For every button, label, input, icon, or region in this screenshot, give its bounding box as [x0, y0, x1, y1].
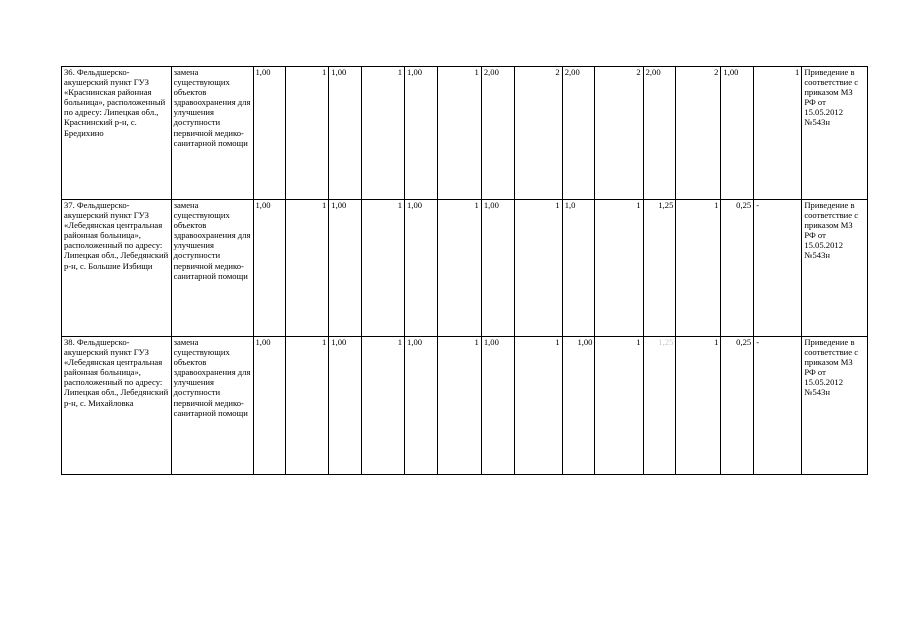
- facility-description: 37. Фельдшерско-акушерский пункт ГУЗ «Лебедянская центральная районная больница», расположенный по адресу: Липецкая обл., Лебедянский р-н, с. Большие Избищи: [62, 200, 172, 337]
- count-cell: 2: [595, 67, 643, 200]
- value-cell: 1,00: [562, 337, 595, 475]
- value-cell: 1,0: [562, 200, 595, 337]
- count-cell: -: [754, 337, 802, 475]
- value-cell: 2,00: [481, 67, 514, 200]
- value-cell: 1,00: [405, 337, 438, 475]
- count-cell: 1: [676, 337, 721, 475]
- value-cell: 1,00: [721, 67, 754, 200]
- count-cell: 1: [514, 200, 562, 337]
- faded-value: 1,25: [658, 337, 674, 347]
- count-cell: 1: [286, 67, 329, 200]
- reason-cell: замена существующих объектов здравоохранения для улучшения доступности первичной медико-санитарной помощи: [171, 337, 253, 475]
- count-cell: 1: [514, 337, 562, 475]
- value-cell: 1,25: [643, 200, 676, 337]
- value-cell: 2,00: [643, 67, 676, 200]
- note-cell: Приведение в соответствие с приказом МЗ РФ от 15.05.2012 №543н: [802, 337, 868, 475]
- note-cell: Приведение в соответствие с приказом МЗ РФ от 15.05.2012 №543н: [802, 67, 868, 200]
- value-cell: 1,00: [481, 200, 514, 337]
- value-cell: 1,00: [253, 200, 286, 337]
- count-cell: 2: [514, 67, 562, 200]
- count-cell: 1: [754, 67, 802, 200]
- note-cell: Приведение в соответствие с приказом МЗ РФ от 15.05.2012 №543н: [802, 200, 868, 337]
- count-cell: 1: [286, 337, 329, 475]
- value-cell: 2,00: [562, 67, 595, 200]
- count-cell: 1: [595, 200, 643, 337]
- count-cell: 1: [437, 337, 481, 475]
- count-cell: 1: [437, 200, 481, 337]
- value-cell: 1,00: [329, 200, 362, 337]
- table-row: [62, 337, 868, 475]
- value-cell: 1,00: [329, 337, 362, 475]
- reason-cell: замена существующих объектов здравоохранения для улучшения доступности первичной медико-санитарной помощи: [171, 67, 253, 200]
- facility-description: 36. Фельдшерско-акушерский пункт ГУЗ «Краснинская районная больница», расположенный по адресу: Липецкая обл., Краснинский р-н, с. Бредихино: [62, 67, 172, 200]
- value-cell: 0,25: [721, 200, 754, 337]
- count-cell: 1: [595, 337, 643, 475]
- count-cell: 1: [286, 200, 329, 337]
- count-cell: 1: [362, 67, 405, 200]
- value-cell: [643, 337, 676, 475]
- staffing-table: [61, 66, 868, 475]
- table-row: [62, 67, 868, 200]
- count-cell: 1: [362, 200, 405, 337]
- value-cell: 1,00: [405, 200, 438, 337]
- value-cell: 0,25: [721, 337, 754, 475]
- count-cell: -: [754, 200, 802, 337]
- count-cell: 1: [362, 337, 405, 475]
- value-cell: 1,00: [405, 67, 438, 200]
- facility-description: 38. Фельдшерско-акушерский пункт ГУЗ «Лебедянская центральная районная больница», расположенный по адресу: Липецкая обл., Лебедянский р-н, с. Михайловка: [62, 337, 172, 475]
- value-cell: 1,00: [253, 337, 286, 475]
- reason-cell: замена существующих объектов здравоохранения для улучшения доступности первичной медико-санитарной помощи: [171, 200, 253, 337]
- count-cell: 1: [676, 200, 721, 337]
- value-cell: 1,00: [329, 67, 362, 200]
- table-row: [62, 200, 868, 337]
- value-cell: 1,00: [481, 337, 514, 475]
- value-cell: 1,00: [253, 67, 286, 200]
- count-cell: 1: [437, 67, 481, 200]
- count-cell: 2: [676, 67, 721, 200]
